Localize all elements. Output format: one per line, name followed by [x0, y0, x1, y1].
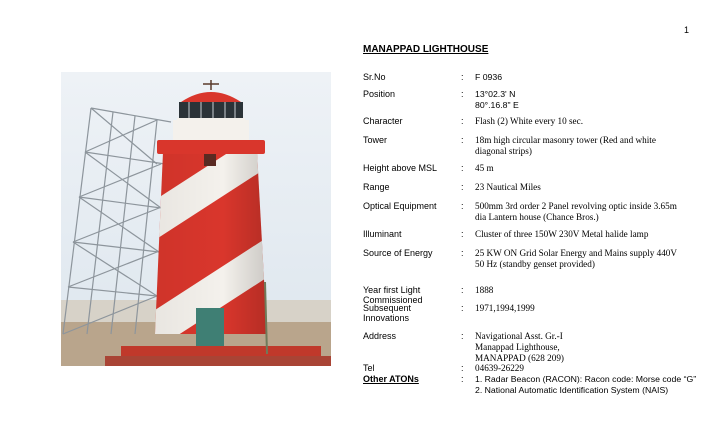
label-range: Range: [363, 182, 390, 192]
value-tower-line2: diagonal strips): [475, 145, 532, 156]
value-other-atons: [475, 374, 696, 395]
label-year-line1: Year first Light: [363, 285, 421, 295]
label-other-atons: Other ATONs: [363, 374, 419, 384]
colon: :: [461, 116, 464, 126]
colon: :: [461, 182, 464, 192]
label-innovations-line2: Innovations: [363, 313, 410, 323]
value-atons-line1: 1. Radar Beacon (RACON): Racon code: Morse code “G”: [475, 374, 697, 384]
value-energy: [475, 248, 677, 269]
value-innovations: 1971,1994,1999: [475, 303, 535, 313]
tower-door: [196, 308, 224, 348]
value-character: Flash (2) White every 10 sec.: [475, 116, 584, 126]
page-number: 1: [684, 25, 690, 35]
colon: :: [461, 89, 464, 99]
value-energy-line1: 25 KW ON Grid Solar Energy and Mains supply 440V: [475, 248, 678, 258]
lantern-room: [173, 120, 249, 140]
label-tower: Tower: [363, 135, 388, 145]
label-illuminant: Illuminant: [363, 229, 402, 239]
label-address: Address: [363, 331, 397, 341]
label-srno: Sr.No: [363, 72, 386, 82]
value-range: 23 Nautical Miles: [475, 182, 541, 192]
value-year: 1888: [475, 285, 494, 295]
value-address-line1: Navigational Asst. Gr.-I: [475, 331, 563, 341]
colon: :: [461, 374, 464, 384]
colon: :: [461, 331, 464, 341]
gallery-band: [157, 140, 265, 154]
label-year: [363, 285, 423, 305]
value-atons-line2: 2. National Automatic Identification System (NAIS): [475, 384, 669, 395]
tower-window: [204, 154, 216, 166]
value-position-lat: 13°02.3' N: [475, 89, 516, 99]
value-address-line3: MANAPPAD (628 209): [475, 353, 564, 363]
colon: :: [461, 248, 464, 258]
colon: :: [461, 135, 464, 145]
label-innovations-line1: Subsequent: [363, 303, 412, 313]
label-year-line2: Commissioned: [363, 295, 423, 305]
value-address: [475, 331, 564, 364]
value-address-line2: Manappad Lighthouse,: [475, 342, 560, 352]
value-optical-line2: dia Lantern house (Chance Bros.): [475, 211, 599, 222]
colon: :: [461, 201, 464, 211]
label-optical: Optical Equipment: [363, 201, 437, 211]
value-tower-line1: 18m high circular masonry tower (Red and white: [475, 135, 656, 145]
colon: :: [461, 363, 464, 373]
label-innovations: [363, 303, 411, 323]
document-title: MANAPPAD LIGHTHOUSE: [363, 44, 489, 55]
value-optical: [475, 201, 677, 222]
label-energy: Source of Energy: [363, 248, 433, 258]
lighthouse-photo: [61, 72, 331, 366]
colon: :: [461, 285, 464, 295]
value-tower: [475, 135, 656, 156]
label-tel: Tel: [363, 363, 375, 373]
label-position: Position: [363, 89, 396, 99]
colon: :: [461, 229, 464, 239]
label-character: Character: [363, 116, 403, 126]
value-position: [475, 89, 519, 110]
value-illuminant: Cluster of three 150W 230V Metal halide lamp: [475, 229, 649, 239]
value-optical-line1: 500mm 3rd order 2 Panel revolving optic inside 3.65m: [475, 201, 677, 211]
label-height: Height above MSL: [363, 163, 438, 173]
value-tel: 04639-26229: [475, 363, 524, 373]
colon: :: [461, 72, 464, 82]
value-srno: F 0936: [475, 72, 503, 82]
value-position-lon: 80°.16.8" E: [475, 99, 519, 110]
colon: :: [461, 303, 464, 313]
base-platform: [121, 346, 321, 356]
colon: :: [461, 163, 464, 173]
value-energy-line2: 50 Hz (standby genset provided): [475, 258, 595, 269]
value-height: 45 m: [475, 163, 494, 173]
